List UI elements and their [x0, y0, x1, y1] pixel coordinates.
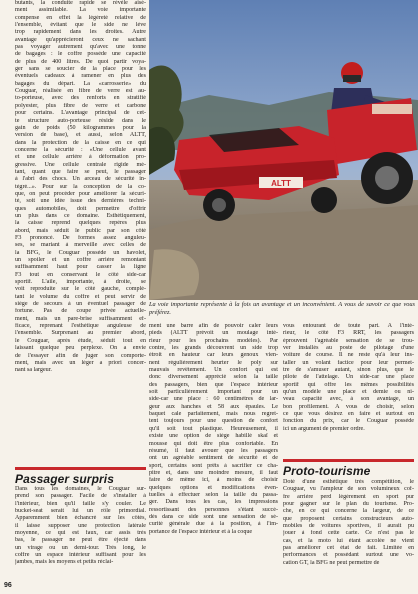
text-line: moyenne, ce qui est faux, car assis très: [15, 530, 146, 537]
text-line: coffre un espace intérieur suffisant pour les: [15, 552, 146, 559]
text-line: de plus de 400 litres. De quoi partir voya-: [15, 58, 146, 65]
text-line: jouer à fond cette carte. Ce n'est pas le: [283, 530, 414, 537]
text-line: tégré...». Pour sur la conception de la co-: [15, 183, 146, 190]
text-line: trop rapidement dans les droites. Autre: [15, 29, 146, 36]
text-line: pieds (ALTT prévoit un moulage inté-: [149, 330, 278, 337]
middle-text: [149, 323, 278, 536]
text-line: che, en ce qui concerne la largeur, de ce: [283, 508, 414, 515]
car-badge-text: ALTT: [271, 179, 291, 188]
text-line: Couguar, réalisée en fibre de verre est au-: [15, 88, 146, 95]
text-line: tre de s'amuser autant, sinon plus, que le: [283, 367, 414, 374]
text-line: nent régulièrement heurter le poly sur: [149, 359, 278, 366]
text-line: bon profilement. A vous de choisir, selon: [283, 403, 414, 410]
text-line: prend son passager. Facile de s'installer à: [15, 493, 146, 500]
text-line: nant sa largeur.: [15, 367, 52, 374]
text-line: sportif qui offre les mêmes possibilités: [283, 381, 414, 388]
text-line: siège de secours à un éventuel passager de: [15, 301, 146, 308]
text-line: ont un agréable sentiment de sécurité et de: [149, 455, 278, 462]
text-line: éventuels cadeaux à ramener en plus des: [15, 73, 146, 80]
text-line: étroit en hauteur car leurs genoux vien-: [149, 352, 278, 359]
text-line: ce que vous désirez en faire et surtout en: [283, 411, 414, 418]
text-line: F3 tout en conservant le côté side-car: [15, 271, 146, 278]
text-line: qu'un modèle une place et demie ou ni-: [283, 389, 414, 396]
page-number: 96: [4, 582, 12, 589]
text-line: portance de l'espace intérieur et à la coque: [149, 528, 253, 535]
text-line: concerne la sécurité : «Une cellule avant: [15, 146, 146, 153]
text-line: pas améliorer cet état de fait. Limitée en: [283, 545, 414, 552]
sidecar-photo: [149, 0, 418, 300]
article-column-middle: [149, 323, 278, 591]
text-line: te structure auto-porteuse réside dans le: [15, 117, 146, 124]
text-line: ses, se mariant à merveille avec celles de: [15, 242, 146, 249]
text-line: ment, mais avec un léger a priori concer-: [15, 359, 146, 366]
text-line: la caisse reprend quelques repères plus: [15, 220, 146, 227]
text-line: bagages du départ. La «carrosserie» du: [15, 80, 146, 87]
text-line: ment assimilable. La voie importante: [15, 7, 146, 14]
text-line: geur aux hanches et 58 aux épaules. Le: [149, 403, 278, 410]
text-line: ressortissant des personnes s'étant succé-: [149, 506, 278, 513]
text-line: qu'il soit tout plastique. Heureusement, il: [149, 425, 278, 432]
text-line: laissant quelque peu perplexe. On a envie: [15, 345, 146, 352]
text-line: mauvais revêtement. Un confort qui est: [149, 367, 278, 374]
text-line: to-porteuse, avec des renforts en stratifié: [15, 95, 146, 102]
text-line: ment, mais un pare-brise suffisamment ef-: [15, 315, 146, 322]
text-line: avantage qu'apprécieront ceux ne sachant: [15, 36, 146, 43]
text-line: l'ensemble, évitant que le side ne lève: [15, 22, 146, 29]
text-line: suffisamment haut pour casser la ligne: [15, 264, 146, 271]
text-line: Dans tous les domaines, le Couguar sur-: [15, 486, 146, 492]
text-line: polyester, plus fibre de verre et carbone: [15, 102, 146, 109]
text-line: à l'abri des chocs. Un arceau de sécurité in-: [15, 176, 146, 183]
text-line: de l'essayer afin de juger son comporte-: [15, 352, 146, 359]
text-line: un plus dans ce domaine. Esthétiquement,: [15, 212, 146, 219]
text-line: compense en effet la légèreté relative de: [15, 14, 146, 21]
text-line: tant le volume du coffre et peut servir de: [15, 293, 146, 300]
text-line: fortune. Pas de coupe privée actuelle-: [15, 308, 146, 315]
text-line: donc diversement apprécié selon la taille: [149, 374, 278, 381]
text-line: pas voyager autrement qu'avec une tonne: [15, 44, 146, 51]
text-line: que, on peut procéder pour améliorer la sécuri-: [15, 190, 146, 197]
text-line: sport, certains sont prêts à sacrifier ce cha-: [149, 462, 278, 469]
text-line: pitre et, dans une moindre mesure, il faut: [149, 469, 278, 476]
text-line: veau capacité avec, à son avantage, un: [283, 396, 414, 403]
text-line: rieur, le côté F3 RRT, les passagers: [283, 330, 414, 337]
text-line: gain de poids (50 kilogrammes pour la: [15, 124, 146, 131]
article-column-right-bottom: [283, 479, 414, 589]
text-line: il laisse supposer une protection latérale: [15, 522, 146, 529]
text-line: curité générale due à la position, à l'im-: [149, 521, 278, 528]
text-line: ger sans se soucier de la place pour les: [15, 66, 146, 73]
text-line: des passagers, bien que l'espace intérieur: [149, 381, 278, 388]
text-line: voiture de course. Il ne reste qu'à leur ins-: [283, 352, 414, 359]
text-line: le Couguar, après étude, séduit tout en: [15, 337, 146, 344]
text-line: un virage ou un demi-tour. Très long, le: [15, 544, 146, 551]
text-line: fre arrière perd légèrement en sport pur: [283, 493, 414, 500]
text-line: cas, et la moto lui étant accolée ne vient: [283, 537, 414, 544]
left-bottom-text: [15, 486, 146, 567]
photo-caption: La voie importante représente à la fois un avantage et un inconvénient. A vous de savoir ce que vous préférez.: [149, 301, 415, 316]
text-line: jambes, mais les moyens et petits réclai-: [15, 559, 114, 566]
text-line: ici un argument de premier ordre.: [283, 425, 365, 432]
text-line: cation GT, la BFG ne peut permettre de: [283, 559, 380, 566]
text-line: butants, la conduite rapide se révèle aisé-: [15, 0, 146, 6]
text-line: ficace, reprenant l'esthétique anguleuse de: [15, 323, 146, 330]
text-line: mousse qui doit être plus confortable. En: [149, 440, 278, 447]
text-line: quelques options et modifications éven-: [149, 484, 278, 491]
text-line: Apparemment bien échancré sur les côtés,: [15, 515, 146, 522]
text-line: l'intérieur, bien qu'il faille s'y couler. Le: [15, 500, 146, 507]
text-line: bucket-seat serait lui un rôle primordial.: [15, 508, 146, 515]
text-line: bas, le passager ne peut être éjecté dans: [15, 537, 146, 544]
text-line: taller un volant factice pour leur permet-: [283, 359, 414, 366]
text-line: contre, les grands découvrent un side trop: [149, 345, 278, 352]
section-heading-passager-surpris: Passager surpris: [15, 467, 146, 486]
text-line: dans la protection de la caisse en ce qui: [15, 139, 146, 146]
text-line: ver installés au poste de pilotage d'une: [283, 345, 414, 352]
text-line: side-car une place : 60 centimètres de lar-: [149, 396, 278, 403]
text-line: dés dans ce side sont une sensation de sé-: [149, 513, 278, 520]
text-line: faire de même ici, à moins de choisir: [149, 477, 278, 484]
text-line: Couguar, vu l'ampleur de son volumineux cof-: [283, 486, 414, 493]
text-line: version de base), et aussi, selon ALTT,: [15, 132, 146, 139]
text-line: l'ensemble. Surprenant au premier abord,: [15, 330, 146, 337]
text-line: tant, quant que faire se peut, le passager: [15, 168, 146, 175]
text-line: rieur pour les prochains modèles). Par: [149, 337, 278, 344]
right-top-text: [283, 323, 414, 433]
text-line: ment une barre afin de pouvoir caler leurs: [149, 323, 278, 329]
text-line: de bagages : le coffre possède une capacité: [15, 51, 146, 58]
text-line: té, soit une idée issue des dernières techni-: [15, 198, 146, 205]
text-line: fonction du prix, car le Couguar possède: [283, 418, 414, 425]
text-line: existe une option de siège habillé skaï et: [149, 433, 278, 440]
text-line: vous entourant de toute part. A l'inté-: [283, 323, 414, 329]
section-heading-proto-tourisme: Proto-tourisme: [283, 459, 414, 478]
right-bottom-text: [283, 479, 414, 567]
sidecar-photo-illustration: [149, 0, 418, 300]
text-line: que proposent certains constructeurs auto-: [283, 515, 414, 522]
text-line: soit particulièrement important pour un: [149, 389, 278, 396]
text-line: performances et possédant surtout une vo-: [283, 552, 414, 559]
text-line: pour gagner sur le plan du tourisme. Pro-: [283, 501, 414, 508]
text-line: gressive. Une cellule centrale rigide mé-: [15, 161, 146, 168]
text-line: et une cellule arrière à déformation pro-: [15, 154, 146, 161]
text-line: ques automobiles, doit permettre d'offrir: [15, 205, 146, 212]
article-column-left-bottom: [15, 486, 146, 581]
text-line: tent toujours pour une question de confort: [149, 418, 278, 425]
text-line: éprouvent l'agréable sensation de se trou-: [283, 337, 414, 344]
text-line: la BFG, le Couguar possède un havolet,: [15, 249, 146, 256]
text-line: tuelles à effectuer selon la taille du passa-: [149, 491, 278, 498]
text-line: voit reproduite sur le côté gauche, complé-: [15, 286, 146, 293]
text-line: mobiles de voitures sportives, il aurait pu: [283, 523, 414, 530]
text-line: sportif. L'aile, importante, à droite, se: [15, 279, 146, 286]
text-line: ger. Dans tous les cas, les impressions: [149, 499, 278, 506]
text-line: un spoiler et un coffre arrière remontant: [15, 257, 146, 264]
text-line: baquet cale parfaitement, mais nous regret-: [149, 411, 278, 418]
article-column-right: [283, 323, 414, 457]
text-line: pilote de l'attelage. Un side-car une place: [283, 374, 414, 381]
text-line: résumé, il faut avouer que les passagers: [149, 447, 278, 454]
text-line: abord, mais séduit le public par son côté: [15, 227, 146, 234]
text-line: F3 prononcé. De formes assez anguleu-: [15, 235, 146, 241]
text-line: pour certains. L'avantage principal de cet-: [15, 110, 146, 117]
text-line: Doté d'une esthétique très compétition, le: [283, 479, 414, 485]
left-top-text: [15, 0, 146, 375]
